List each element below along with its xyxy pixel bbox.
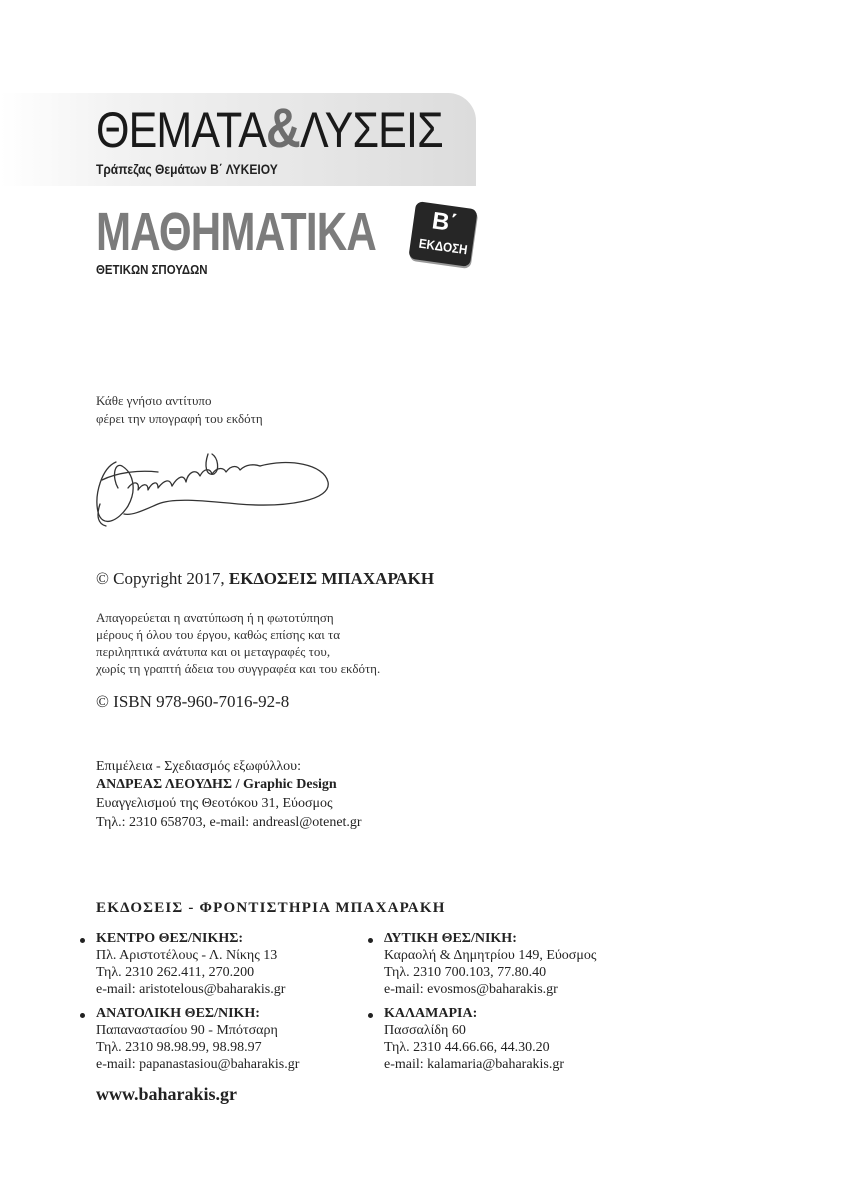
copyright-line (96, 569, 434, 589)
notice-line-1: Απαγορεύεται η ανατύπωση ή η φωτοτύπηση (96, 610, 334, 625)
branch-email-kentro: e-mail: aristotelous@baharakis.gr (96, 982, 286, 997)
subject-title: ΜΑΘΗΜΑΤΙΚΑ (96, 202, 377, 262)
website-link[interactable]: www.baharakis.gr (96, 1084, 238, 1104)
branch-phone-kalamaria: Τηλ. 2310 44.66.66, 44.30.20 (384, 1040, 550, 1055)
branch-email-anatoliki: e-mail: papanastasiou@baharakis.gr (96, 1057, 300, 1072)
series-subtitle: Τράπεζας Θεμάτων Β΄ ΛΥΚΕΙΟΥ (96, 161, 278, 177)
bullet-icon (368, 1013, 373, 1018)
edition-badge-letter: Β΄ (430, 207, 460, 238)
branch-phone-anatoliki: Τηλ. 2310 98.98.99, 98.98.97 (96, 1040, 262, 1055)
branch-name-kalamaria: ΚΑΛΑΜΑΡΙΑ: (384, 1006, 478, 1021)
branch-name-kentro: ΚΕΝΤΡΟ ΘΕΣ/ΝΙΚΗΣ: (96, 931, 244, 946)
ampersand-glyph: & (266, 96, 300, 159)
cover-designer-contact: Τηλ.: 2310 658703, e-mail: andreasl@otenet.gr (96, 815, 362, 830)
notice-line-3: περιληπτικά ανάτυπα και οι μεταγραφές του, (96, 644, 331, 659)
notice-line-2: μέρους ή όλου του έργου, καθώς επίσης και τα (96, 627, 341, 642)
cover-designer-address: Ευαγγελισμού της Θεοτόκου 31, Εύοσμος (96, 796, 333, 811)
bullet-icon (368, 938, 373, 943)
branch-address-kentro: Πλ. Αριστοτέλους - Λ. Νίκης 13 (96, 948, 278, 963)
branch-phone-kentro: Τηλ. 2310 262.411, 270.200 (96, 965, 255, 980)
branch-name-anatoliki: ΑΝΑΤΟΛΙΚΗ ΘΕΣ/ΝΙΚΗ: (96, 1006, 260, 1021)
edition-badge-word: ΕΚΔΟΣΗ (417, 235, 469, 258)
series-title-left: ΘΕΜΑΤΑ (96, 102, 267, 158)
cover-designer: ΑΝΔΡΕΑΣ ΛΕΟΥΔΗΣ / Graphic Design (96, 777, 337, 792)
notice-line-4: χωρίς τη γραπτή άδεια του συγγραφέα και του εκδότη. (96, 661, 381, 676)
authenticity-line-2: φέρει την υπογραφή του εκδότη (96, 411, 263, 426)
branch-email-dytiki: e-mail: evosmos@baharakis.gr (384, 982, 558, 997)
branch-name-dytiki: ΔΥΤΙΚΗ ΘΕΣ/ΝΙΚΗ: (384, 931, 517, 946)
series-title (96, 96, 443, 159)
branch-address-dytiki: Καραολή & Δημητρίου 149, Εύοσμος (384, 948, 597, 963)
isbn-line: © ISBN 978-960-7016-92-8 (96, 692, 290, 711)
cover-design-label: Επιμέλεια - Σχεδιασμός εξωφύλλου: (96, 759, 301, 774)
branch-address-anatoliki: Παπαναστασίου 90 - Μπότσαρη (96, 1023, 278, 1038)
edition-badge (412, 205, 476, 265)
bullet-icon (80, 1013, 85, 1018)
copyright-symbol: © (96, 569, 109, 588)
publisher-signature (88, 432, 338, 532)
series-title-right: ΛΥΣΕΙΣ (299, 102, 443, 158)
branch-address-kalamaria: Πασσαλίδη 60 (384, 1023, 466, 1038)
branch-email-kalamaria: e-mail: kalamaria@baharakis.gr (384, 1057, 565, 1072)
bullet-icon (80, 938, 85, 943)
copyright-text: Copyright 2017, (108, 569, 229, 588)
subject-subtitle: ΘΕΤΙΚΩΝ ΣΠΟΥΔΩΝ (96, 262, 208, 277)
branch-phone-dytiki: Τηλ. 2310 700.103, 77.80.40 (384, 965, 547, 980)
copyright-publisher: ΕΚΔΟΣΕΙΣ ΜΠΑΧΑΡΑΚΗ (228, 569, 435, 588)
branches-heading: ΕΚΔΟΣΕΙΣ - ΦΡΟΝΤΙΣΤΗΡΙΑ ΜΠΑΧΑΡΑΚΗ (96, 900, 446, 916)
authenticity-line-1: Κάθε γνήσιο αντίτυπο (96, 393, 212, 408)
